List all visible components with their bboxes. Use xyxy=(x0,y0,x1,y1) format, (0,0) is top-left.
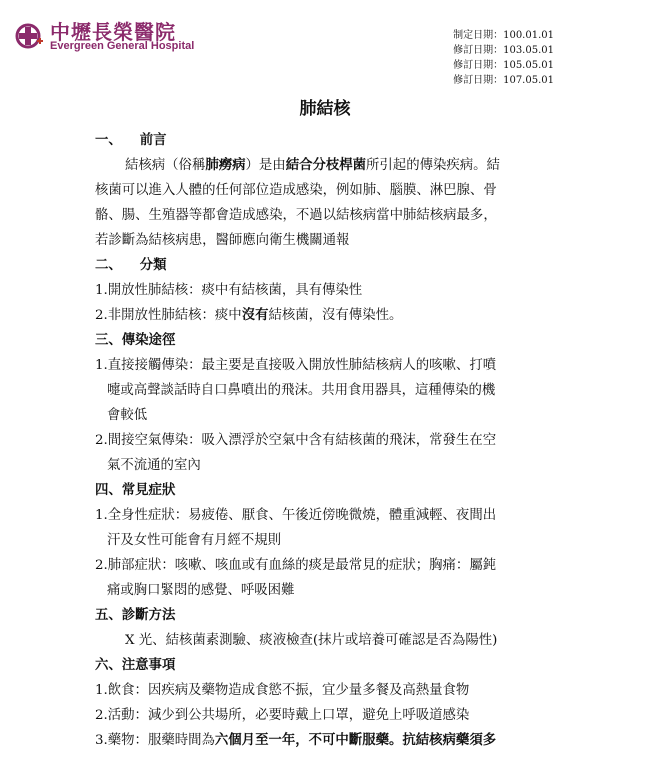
list-item-continuation: 氣不流通的室內 xyxy=(107,458,201,473)
logo-english-name: Evergreen General Hospital xyxy=(50,40,195,52)
logo-chinese-name: 中壢長榮醫院 xyxy=(50,20,176,44)
text: 所引起的傳染疾病。結 xyxy=(366,158,500,173)
list-item: 1.開放性肺結核：痰中有結核菌，具有傳染性 xyxy=(95,283,363,298)
paragraph-line: X 光、結核菌素測驗、痰液檢查(抹片或培養可確認是否為陽性) xyxy=(125,633,498,648)
revision-dates xyxy=(453,28,554,88)
list-item: 1.飲食：因疾病及藥物造成食慾不振，宜少量多餐及高熱量食物 xyxy=(95,683,470,698)
text: ）是由 xyxy=(245,158,286,173)
paragraph-line: 若診斷為結核病患，醫師應向衛生機關通報 xyxy=(95,233,350,248)
hospital-cross-icon xyxy=(14,20,46,52)
section-heading: 五、診斷方法 xyxy=(95,607,176,623)
text: 結核病（俗稱 xyxy=(125,158,206,173)
list-item: 2.間接空氣傳染：吸入漂浮於空氣中含有結核菌的飛沫，常發生在空 xyxy=(95,433,497,448)
paragraph-line: 核菌可以進入人體的任何部位造成感染，例如肺、腦膜、淋巴腺、骨 xyxy=(95,183,497,198)
list-item xyxy=(95,303,555,328)
list-item-continuation: 痛或胸口緊悶的感覺、呼吸困難 xyxy=(107,583,295,598)
list-item-continuation: 嚏或高聲談話時自口鼻噴出的飛沫。共用食用器具，這種傳染的機 xyxy=(107,383,496,398)
bold-text: 六個月至一年，不可中斷服藥。抗結核病藥須多 xyxy=(214,732,497,748)
text: 2.非開放性肺結核：痰中 xyxy=(95,308,242,323)
text: 3.藥物：服藥時間為 xyxy=(95,733,215,748)
section-heading: 六、注意事項 xyxy=(95,657,176,673)
text: 結核菌，沒有傳染性。 xyxy=(268,308,403,323)
list-item xyxy=(95,728,555,753)
list-item-continuation: 會較低 xyxy=(107,408,148,423)
date-established: 制定日期：100.01.01 xyxy=(453,30,554,41)
section-heading: 三、傳染途徑 xyxy=(95,332,176,348)
list-item: 2.活動：減少到公共場所，必要時戴上口罩，避免上呼吸道感染 xyxy=(95,708,470,723)
list-item-continuation: 汗及女性可能會有月經不規則 xyxy=(107,533,282,548)
document-body xyxy=(95,128,555,753)
section-number: 一、 xyxy=(95,132,122,148)
bold-text: 肺癆病 xyxy=(205,157,246,173)
list-item: 2.肺部症狀：咳嗽、咳血或有血絲的痰是最常見的症狀；胸痛：屬鈍 xyxy=(95,558,497,573)
list-item: 1.全身性症狀：易疲倦、厭食、午後近傍晚微燒，體重減輕、夜間出 xyxy=(95,508,497,523)
section-heading: 四、常見症狀 xyxy=(95,482,176,498)
date-revised: 修訂日期：103.05.01 xyxy=(453,45,554,56)
section-number: 二、 xyxy=(95,257,122,273)
section-title: 分類 xyxy=(139,257,167,273)
date-revised: 修訂日期：107.05.01 xyxy=(453,75,554,86)
paragraph-line: 骼、腸、生殖器等都會造成感染，不過以結核病當中肺結核病最多， xyxy=(95,208,497,223)
paragraph-line xyxy=(95,153,555,178)
section-heading xyxy=(95,128,555,153)
section-heading xyxy=(95,253,555,278)
document-title: 肺結核 xyxy=(299,99,351,119)
list-item: 1.直接接觸傳染：最主要是直接吸入開放性肺結核病人的咳嗽、打噴 xyxy=(95,358,497,373)
date-revised: 修訂日期：105.05.01 xyxy=(453,60,554,71)
section-title: 前言 xyxy=(139,132,167,148)
bold-text: 沒有 xyxy=(241,307,269,323)
bold-text: 結合分枝桿菌 xyxy=(285,157,367,173)
hospital-logo xyxy=(14,16,214,56)
